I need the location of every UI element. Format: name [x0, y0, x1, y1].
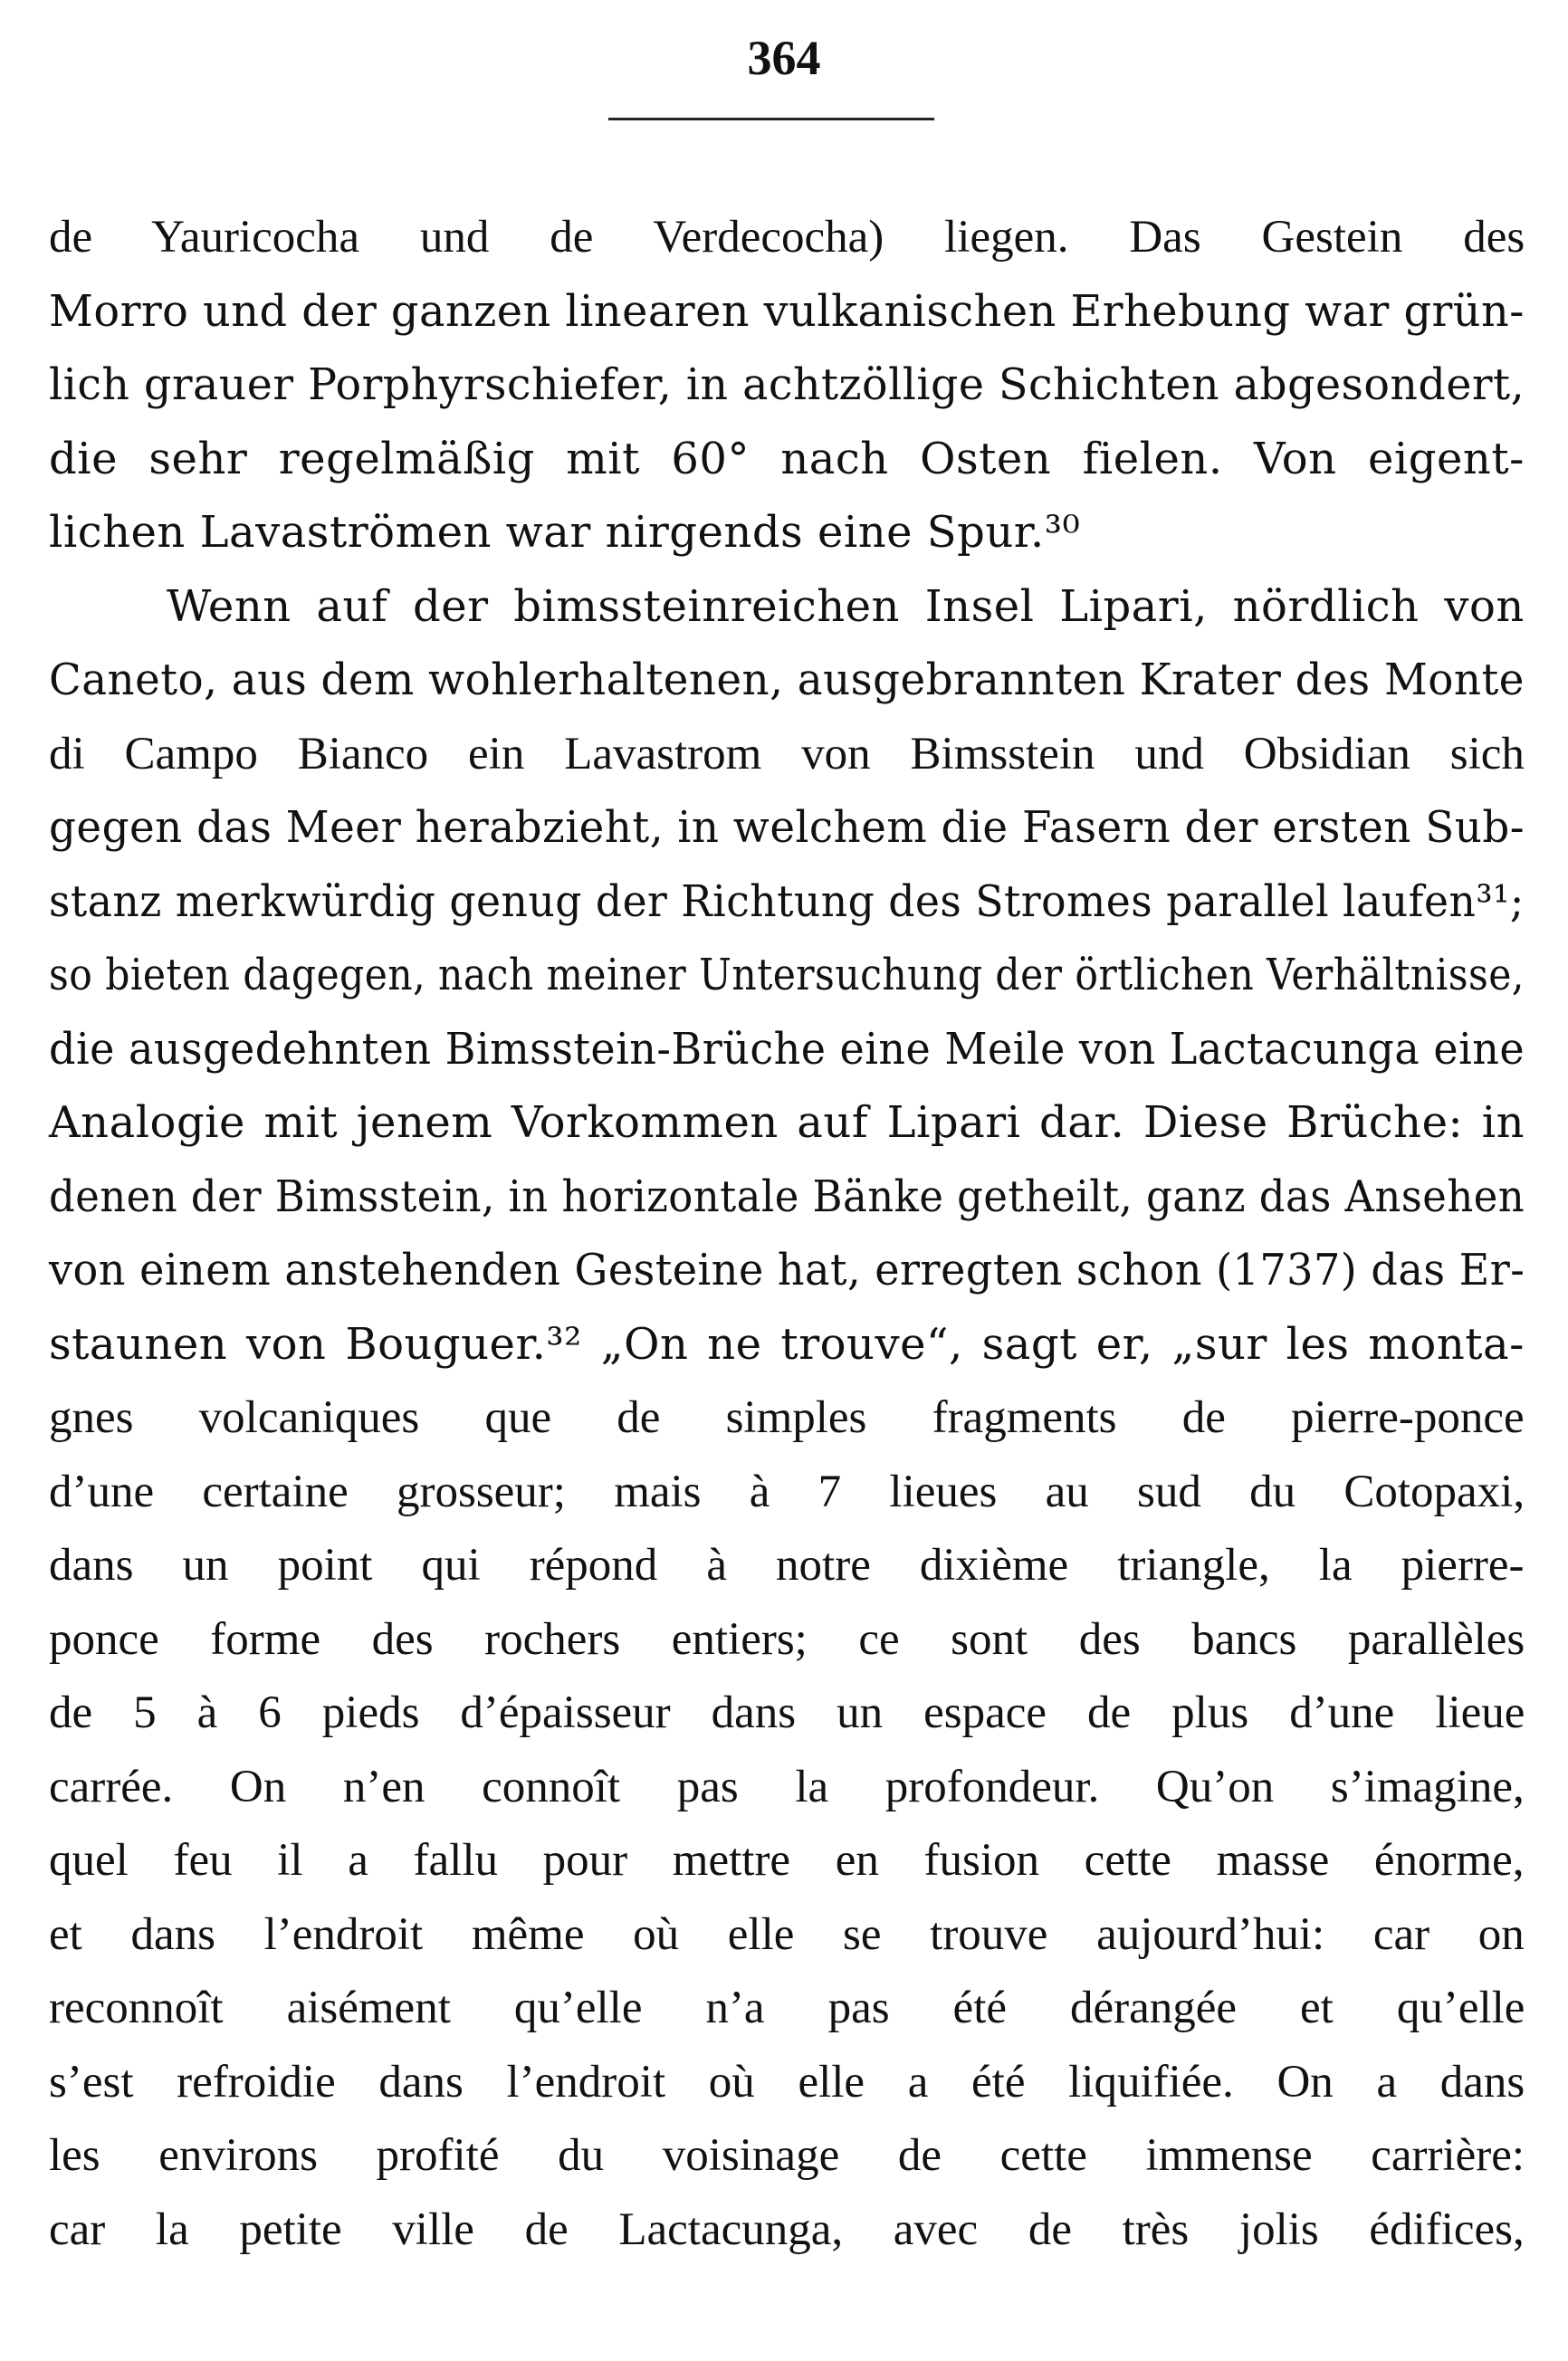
text-line: die sehr regelmäßig mit 60° nach Osten fielen. Von eigent- — [49, 433, 1525, 484]
text-line: de 5 à 6 pieds d’épaisseur dans un espace de plus d’une lieue — [49, 1687, 1525, 1738]
text-line: s’est refroidie dans l’endroit où elle a été liquifiée. On a dans — [49, 2056, 1525, 2108]
text-line: reconnoît aisément qu’elle n’a pas été dérangée et qu’elle — [49, 1983, 1525, 2033]
text-line: car la petite ville de Lactacunga, avec de très jolis édifices, — [49, 2203, 1525, 2255]
text-line: so bieten dagegen, nach meiner Untersuchung der örtlichen Verhältnisse, — [49, 950, 1525, 1000]
text-line: lichen Lavaströmen war nirgends eine Spur.³⁰ — [49, 507, 1081, 558]
text-line: les environs profité du voisinage de cette immense carrière: — [49, 2130, 1525, 2181]
text-line: de Yauricocha und de Verdecocha) liegen. Das Gestein des — [49, 212, 1525, 263]
text-line: lich grauer Porphyrschiefer, in achtzöllige Schichten abgesondert, — [49, 359, 1525, 410]
page-number: 364 — [747, 31, 821, 85]
text-line: Wenn auf der bimssteinreichen Insel Lipari, nördlich von — [167, 580, 1525, 632]
text-line: et dans l’endroit même où elle se trouve aujourd’hui: car on — [49, 1908, 1525, 1960]
text-line: Caneto, aus dem wohlerhaltenen, ausgebrannten Krater des Monte — [49, 655, 1525, 705]
text-line: gnes volcaniques que de simples fragments de pierre-ponce — [49, 1392, 1525, 1443]
text-line: Morro und der ganzen linearen vulkanischen Erhebung war grün- — [49, 285, 1525, 337]
text-line: Analogie mit jenem Vorkommen auf Lipari dar. Diese Brüche: in — [49, 1097, 1525, 1148]
body-text — [49, 201, 1525, 2267]
header-rule — [608, 118, 934, 120]
text-line: ponce forme des rochers entiers; ce sont des bancs parallèles — [49, 1613, 1525, 1665]
text-line: d’une certaine grosseur; mais à 7 lieues au sud du Cotopaxi, — [49, 1466, 1525, 1517]
text-line: von einem anstehenden Gesteine hat, erregten schon (1737) das Er- — [49, 1245, 1525, 1295]
text-line: quel feu il a fallu pour mettre en fusion cette masse énorme, — [49, 1835, 1525, 1886]
text-line: dans un point qui répond à notre dixième triangle, la pierre- — [49, 1540, 1525, 1591]
text-line: di Campo Bianco ein Lavastrom von Bimsstein und Obsidian sich — [49, 728, 1525, 779]
text-line: gegen das Meer herabzieht, in welchem die Fasern der ersten Sub- — [49, 802, 1525, 853]
text-line: staunen von Bouguer.³² „On ne trouve“, sagt er, „sur les monta- — [49, 1318, 1525, 1370]
text-line: die ausgedehnten Bimsstein-Brüche eine Meile von Lactacunga eine — [49, 1023, 1525, 1075]
text-line: stanz merkwürdig genug der Richtung des Stromes parallel laufen³¹; — [49, 875, 1525, 927]
text-line: denen der Bimsstein, in horizontale Bänke getheilt, ganz das Ansehen — [49, 1171, 1525, 1222]
text-line: carrée. On n’en connoît pas la profondeur. Qu’on s’imagine, — [49, 1761, 1525, 1812]
